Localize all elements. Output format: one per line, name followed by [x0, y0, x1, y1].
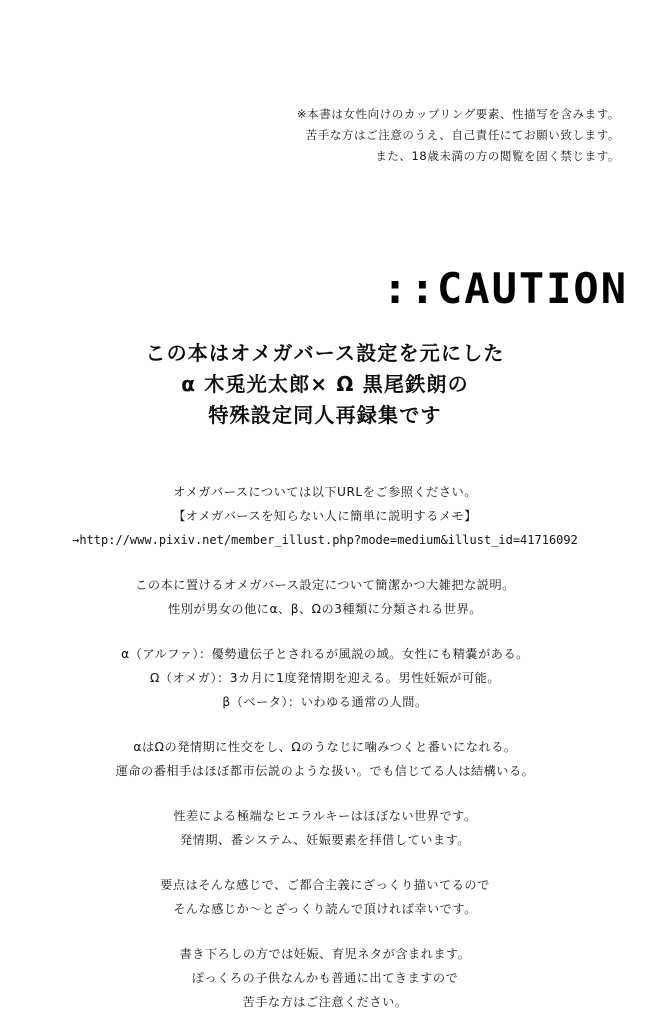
hierarchy-line-1: 性差による極端なヒエラルキーはほぼない世界です。 — [173, 809, 477, 823]
tone-line-1: 要点はそんな感じで、ご都合主義にざっくり描いてるので — [160, 878, 490, 892]
paragraph-mating — [0, 735, 650, 783]
mating-line-1: αはΩの発情期に性交をし、Ωのうなじに噛みつくと番いになれる。 — [133, 740, 517, 754]
body-block — [0, 480, 650, 1035]
title-line-2: α 木兎光太郎× Ω 黒尾鉄朗の — [181, 372, 469, 396]
top-warning-line-2: 苦手な方はご注意のうえ、自己責任にてお願い致します。 — [305, 128, 620, 142]
reference-url-line-1: オメガバースについては以下URLをご参照ください。 — [173, 485, 477, 499]
summary-line-2: 性別が男女の他にα、β、Ωの3種類に分類される世界。 — [167, 602, 482, 616]
types-line-1: α（アルファ）：優勢遺伝子とされるが風説の域。女性にも精嚢がある。 — [121, 647, 529, 661]
extra-content-line-3: 苦手な方はご注意ください。 — [242, 995, 408, 1009]
hierarchy-line-2: 発情期、番システム、妊娠要素を拝借しています。 — [180, 833, 470, 847]
paragraph-hierarchy — [0, 804, 650, 852]
title-line-1: この本はオメガバース設定を元にした — [145, 341, 505, 365]
paragraph-summary — [0, 573, 650, 621]
types-line-2: Ω（オメガ）：3カ月に1度発情期を迎える。男性妊娠が可能。 — [149, 671, 501, 685]
summary-line-1: この本に置けるオメガバース設定について簡潔かつ大雑把な説明。 — [135, 578, 515, 592]
title-block — [0, 338, 650, 431]
types-line-3: β（ベータ）：いわゆる通常の人間。 — [222, 695, 428, 709]
paragraph-types — [0, 642, 650, 714]
paragraph-reference-url — [0, 480, 650, 552]
mating-line-2: 運命の番相手はほぼ都市伝説のような扱い。でも信じてる人は結構いる。 — [115, 764, 535, 778]
extra-content-line-2: ぽっくろの子供なんかも普通に出てきますので — [191, 971, 459, 985]
top-warning-line-1: ※本書は女性向けのカップリング要素、性描写を含みます。 — [296, 107, 620, 121]
caution-heading: ::CAUTION — [382, 264, 628, 313]
extra-content-line-1: 書き下ろしの方では妊娠、育児ネタが含まれます。 — [179, 947, 471, 961]
paragraph-tone — [0, 873, 650, 921]
paragraph-extra-content — [0, 942, 650, 1014]
reference-url-line-2: 【オメガバースを知らない人に簡単に説明するメモ】 — [173, 509, 477, 523]
caution-heading-wrap — [0, 264, 628, 313]
title-line-3: 特殊設定同人再録集です — [208, 403, 442, 427]
reference-url-link[interactable]: →http://www.pixiv.net/member_illust.php?mode=medium&illust_id=41716092 — [72, 533, 578, 547]
top-warning-line-3: また、18歳未満の方の閲覧を固く禁じます。 — [375, 149, 620, 163]
top-warning-block — [0, 104, 620, 167]
tone-line-2: そんな感じか〜とざっくり読んで頂ければ幸いです。 — [173, 902, 477, 916]
